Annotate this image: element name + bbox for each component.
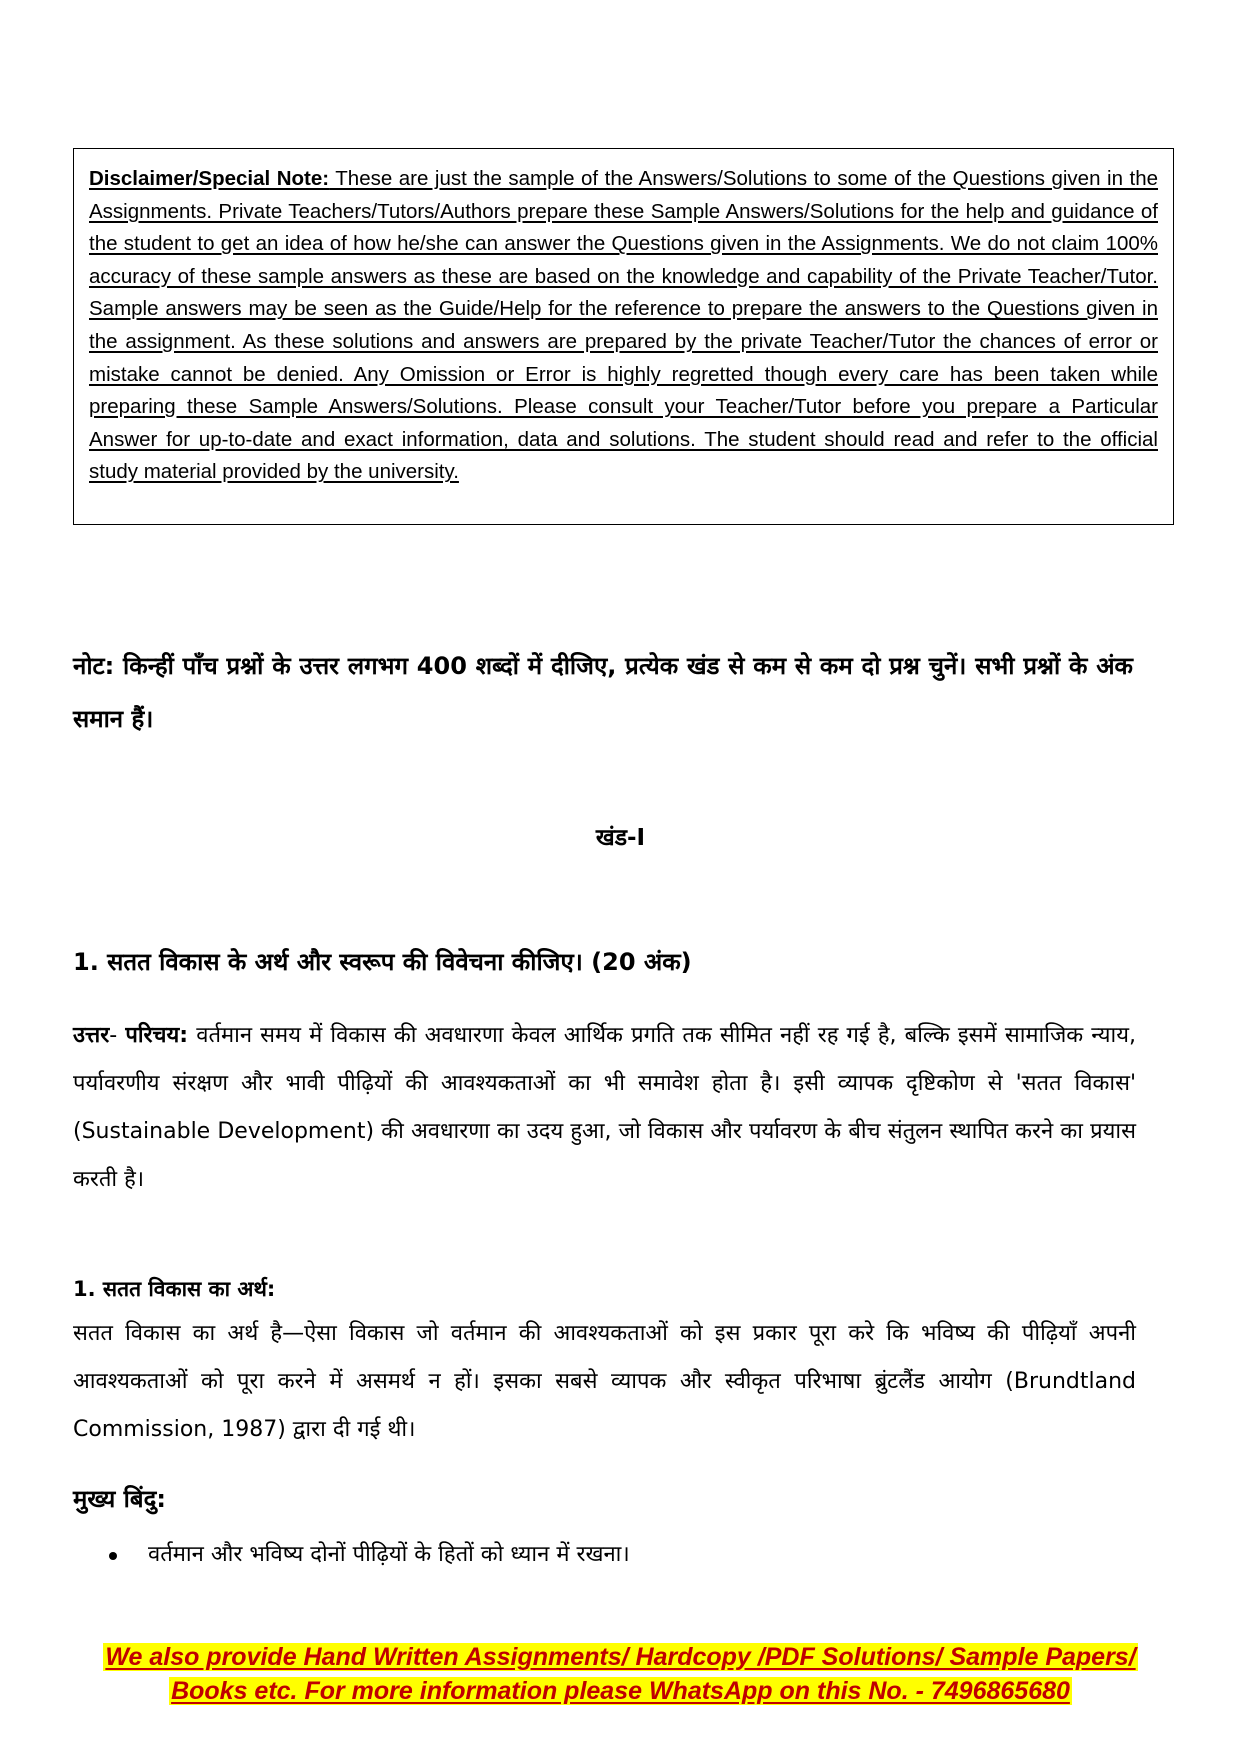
instructions-note: नोट: किन्हीं पाँच प्रश्नों के उत्तर लगभग 400 शब्दों में दीजिए, प्रत्येक खंड से कम से कम दो प्रश्न चुनें। सभी प्रश्नों के अंक समान हैं।: [73, 652, 1133, 733]
list-item: [73, 1535, 1136, 1575]
disclaimer-label: Disclaimer/Special Note:: [89, 167, 330, 190]
answer-label: उत्तर: [73, 1023, 110, 1048]
list-item-text: वर्तमान और भविष्य दोनों पीढ़ियों के हितों को ध्यान में रखना।: [148, 1542, 630, 1567]
footer-promo: [0, 1640, 1241, 1708]
key-points-list: [73, 1535, 1136, 1575]
answer-sep: -: [109, 1023, 126, 1048]
meaning-text: सतत विकास का अर्थ है—ऐसा विकास जो वर्तमान की आवश्यकताओं को इस प्रकार पूरा करे कि भविष्य की पीढ़ियाँ अपनी आवश्यकताओं को पूरा करने में असमर्थ न हों। इसका सबसे व्यापक और स्वीकृत परिभाषा ब्रुंटलैंड आयोग (Brundtland Commission, 1987) द्वारा दी गई थी।: [73, 1321, 1136, 1442]
footer-line-1: We also provide Hand Written Assignments/ Hardcopy /PDF Solutions/ Sample Papers/: [105, 1643, 1136, 1671]
footer-line-2: Books etc. For more information please WhatsApp on this No. - 7496865680: [171, 1677, 1070, 1705]
question-heading: 1. सतत विकास के अर्थ और स्वरूप की विवेचना कीजिए। (20 अंक): [73, 948, 692, 976]
disclaimer-text: [89, 163, 1158, 489]
key-points-heading: मुख्य बिंदु:: [73, 1485, 166, 1513]
disclaimer-box: [73, 148, 1174, 525]
answer-intro: [73, 1012, 1136, 1204]
bullet-icon: [109, 1552, 117, 1560]
disclaimer-body: These are just the sample of the Answers/Solutions to some of the Questions given in the Assignments. Private Teachers/Tutors/Authors prepare these Sample Answers/Solutions for the help and guidance of the student to get an idea of how he/she can answer the Questions given in the Assignments. We do not claim 100% accuracy of these sample answers as these are based on the knowledge and capability of the Private Teacher/Tutor. Sample answers may be seen as the Guide/Help for the reference to prepare the answers to the Questions given in the assignment. As these solutions and answers are prepared by the private Teacher/Tutor the chances of error or mistake cannot be denied. Any Omission or Error is highly regretted though every care has been taken while preparing these Sample Answers/Solutions. Please consult your Teacher/Tutor before you prepare a Particular Answer for up-to-date and exact information, data and solutions. The student should read and refer to the official study material provided by the university.: [89, 167, 1159, 484]
intro-label: परिचय:: [125, 1023, 189, 1048]
meaning-heading: 1. सतत विकास का अर्थ:: [73, 1277, 276, 1301]
section-title: खंड-I: [595, 825, 646, 851]
intro-text: वर्तमान समय में विकास की अवधारणा केवल आर्थिक प्रगति तक सीमित नहीं रह गई है, बल्कि इसमें सामाजिक न्याय, पर्यावरणीय संरक्षण और भावी पीढ़ियों की आवश्यकताओं का भी समावेश होता है। इसी व्यापक दृष्टिकोण से 'सतत विकास' (Sustainable Development) की अवधारणा का उदय हुआ, जो विकास और पर्यावरण के बीच संतुलन स्थापित करने का प्रयास करती है।: [73, 1023, 1136, 1192]
